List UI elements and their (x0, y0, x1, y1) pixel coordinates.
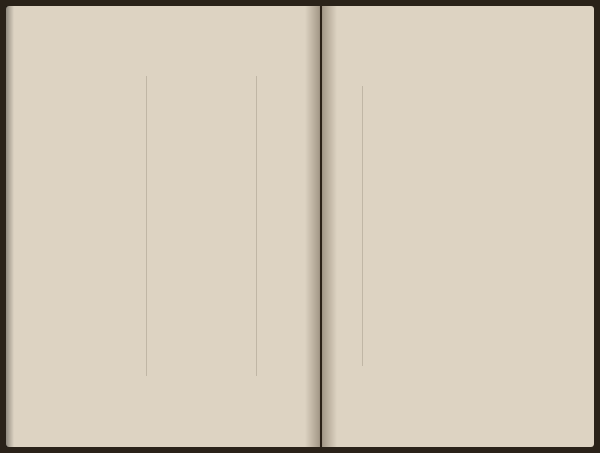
column-rule (146, 76, 147, 376)
right-page (322, 6, 594, 447)
page-edge (6, 6, 14, 447)
book-gutter (305, 6, 337, 447)
column-rule (256, 76, 257, 376)
column-rule (362, 86, 363, 366)
left-page (6, 6, 320, 447)
